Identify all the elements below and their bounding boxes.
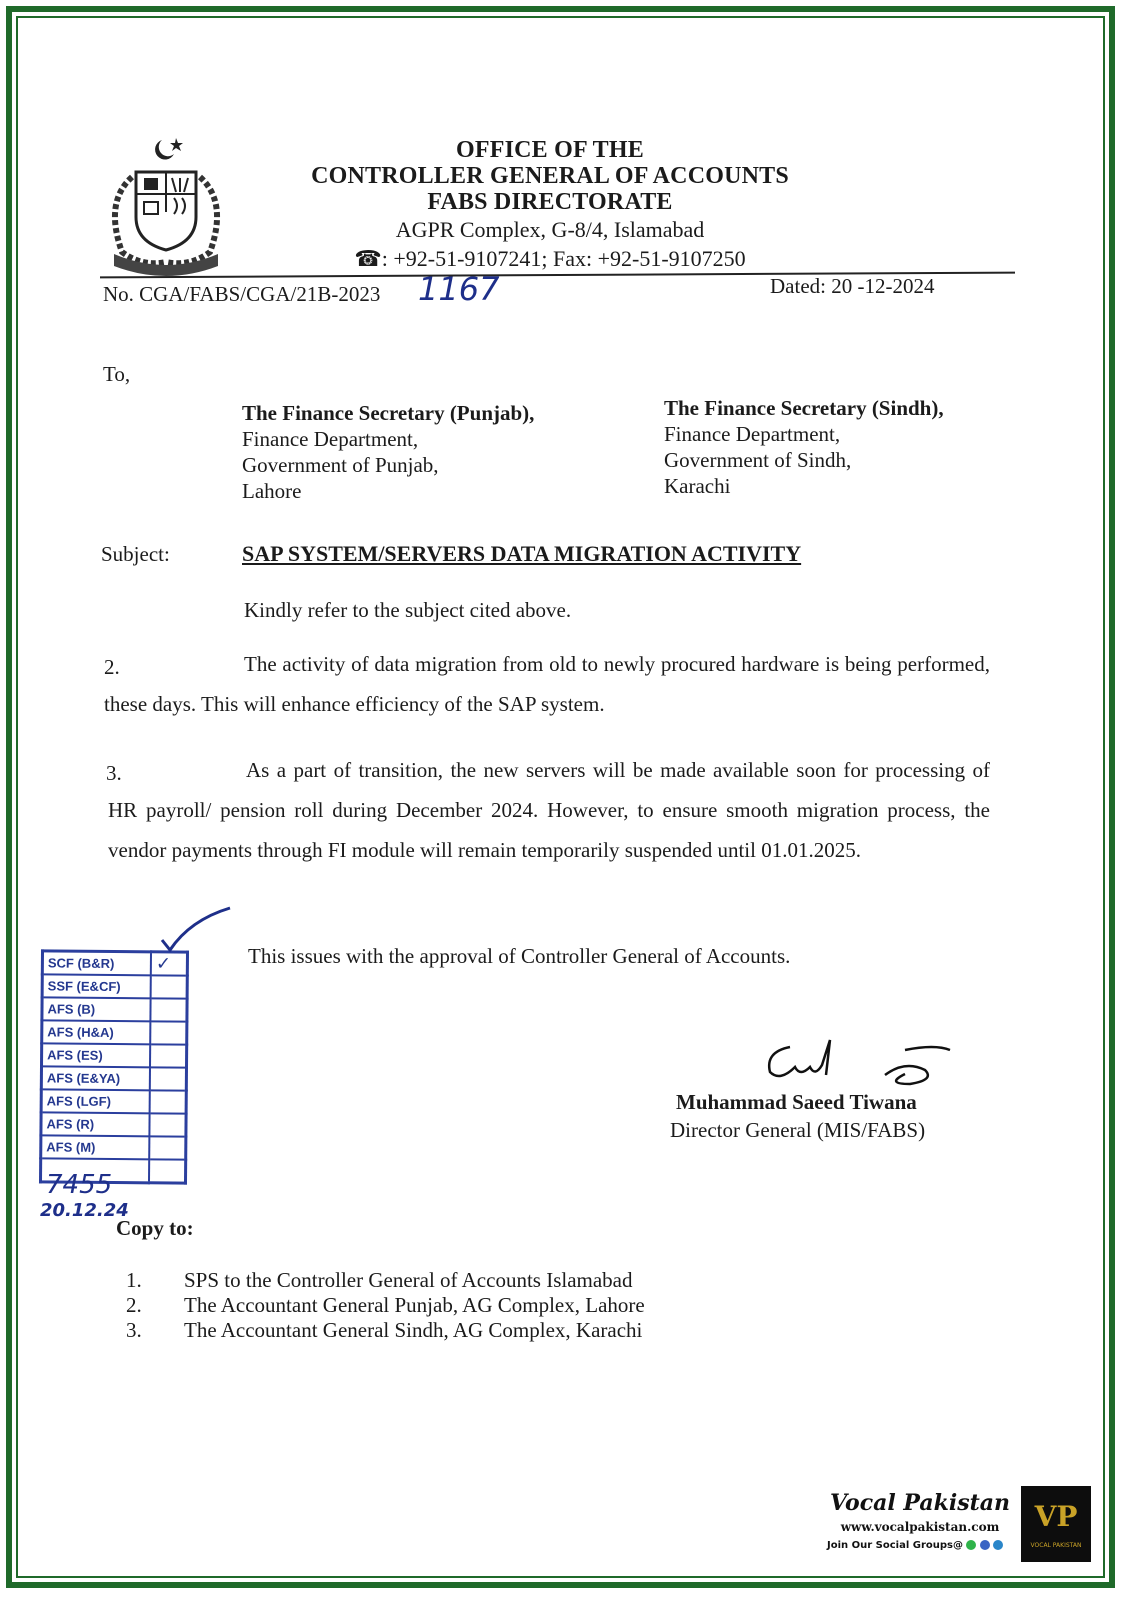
addressee-line: Government of Punjab, <box>242 453 439 477</box>
paragraph-2-number: 2. <box>104 655 120 679</box>
watermark-logo <box>1021 1486 1091 1562</box>
list-number: 2. <box>126 1293 142 1317</box>
linkedin-icon <box>993 1540 1003 1550</box>
watermark-logo-letters: VP <box>1034 1500 1078 1533</box>
stamp-row-label: SCF (B&R) <box>42 951 151 975</box>
vocal-pakistan-watermark <box>825 1486 1095 1570</box>
list-number: 3. <box>126 1318 142 1342</box>
stamp-note-date: 20.12.24 <box>40 1200 129 1221</box>
addressee-line: Finance Department, <box>242 427 419 451</box>
paragraph-3-number: 3. <box>106 761 122 785</box>
copy-to-list <box>126 1268 645 1343</box>
check-stroke-icon <box>160 905 240 955</box>
subject-label: Subject: <box>101 542 170 566</box>
paragraph-2: The activity of data migration from old to newly procured hardware is being performed, these days. This will enhance efficiency of the SAP system. <box>104 652 990 716</box>
signature-icon <box>760 1035 960 1095</box>
watermark-social-text: Join Our Social Groups@ <box>827 1540 963 1551</box>
handwritten-reference: 1167 <box>418 270 500 308</box>
header-cga-line: CONTROLLER GENERAL OF ACCOUNTS <box>311 163 789 189</box>
watermark-brand: Vocal Pakistan <box>830 1490 1010 1516</box>
check-mark-icon: ✓ <box>151 952 188 976</box>
addressee-title: The Finance Secretary (Punjab), <box>242 401 535 425</box>
approval-line: This issues with the approval of Controller General of Accounts. <box>248 944 791 968</box>
stamp-row-label: AFS (B) <box>42 997 151 1021</box>
list-number: 1. <box>126 1268 142 1292</box>
watermark-social <box>827 1540 1013 1551</box>
list-item <box>126 1268 645 1293</box>
header-office-line: OFFICE OF THE <box>456 137 644 163</box>
stamp-row-label: AFS (M) <box>41 1135 150 1159</box>
list-item <box>126 1318 645 1343</box>
addressee-line: Finance Department, <box>664 422 841 446</box>
paragraph-1: Kindly refer to the subject cited above. <box>244 598 572 622</box>
routing-stamp <box>39 949 189 1184</box>
list-text: The Accountant General Punjab, AG Complex, Lahore <box>184 1293 645 1317</box>
signatory-name: Muhammad Saeed Tiwana <box>676 1090 917 1114</box>
header-directorate-line: FABS DIRECTORATE <box>427 189 673 215</box>
letter-date: Dated: 20 -12-2024 <box>770 274 935 298</box>
addressee-line: Karachi <box>664 474 731 498</box>
list-item <box>126 1293 645 1318</box>
watermark-logo-caption: VOCAL PAKISTAN <box>1030 1542 1082 1549</box>
paragraph-3: As a part of transition, the new servers will be made available soon for processing of HR payroll/ pension roll during December 2024. However, to ensure smooth migration process, the vendor payments through FI module will remain temporarily suspended until 01.01.2025. <box>108 758 990 862</box>
copy-to-label: Copy to: <box>116 1216 194 1240</box>
stamp-row-label: AFS (H&A) <box>42 1020 151 1044</box>
watermark-url: www.vocalpakistan.com <box>840 1520 1000 1534</box>
addressee-line: Government of Sindh, <box>664 448 852 472</box>
stamp-row-label: AFS (ES) <box>42 1043 151 1067</box>
header-address: AGPR Complex, G-8/4, Islamabad <box>395 217 705 242</box>
header-contact <box>240 246 860 272</box>
whatsapp-icon <box>966 1540 976 1550</box>
stamp-note-number: 7455 <box>46 1170 113 1200</box>
reference-number: No. CGA/FABS/CGA/21B-2023 <box>103 282 381 306</box>
facebook-icon <box>980 1540 990 1550</box>
addressee-title: The Finance Secretary (Sindh), <box>664 396 944 420</box>
addressee-line: Lahore <box>242 479 302 503</box>
addressee-sindh <box>664 395 944 499</box>
phone-icon: ☎ <box>354 246 382 271</box>
stamp-row-label: SSF (E&CF) <box>42 974 151 998</box>
contact-numbers: : +92-51-9107241; Fax: +92-51-9107250 <box>381 246 746 271</box>
list-text: SPS to the Controller General of Accounts Islamabad <box>184 1268 633 1292</box>
stamp-row-label: AFS (E&YA) <box>41 1066 150 1090</box>
addressee-punjab <box>242 400 534 504</box>
list-text: The Accountant General Sindh, AG Complex, Karachi <box>184 1318 643 1342</box>
state-emblem-icon <box>96 132 236 277</box>
subject-text: SAP SYSTEM/SERVERS DATA MIGRATION ACTIVITY <box>242 541 802 566</box>
to-label: To, <box>103 362 131 386</box>
signatory-designation: Director General (MIS/FABS) <box>670 1118 926 1142</box>
stamp-row-label: AFS (LGF) <box>41 1089 150 1113</box>
stamp-row-label: AFS (R) <box>41 1112 150 1136</box>
